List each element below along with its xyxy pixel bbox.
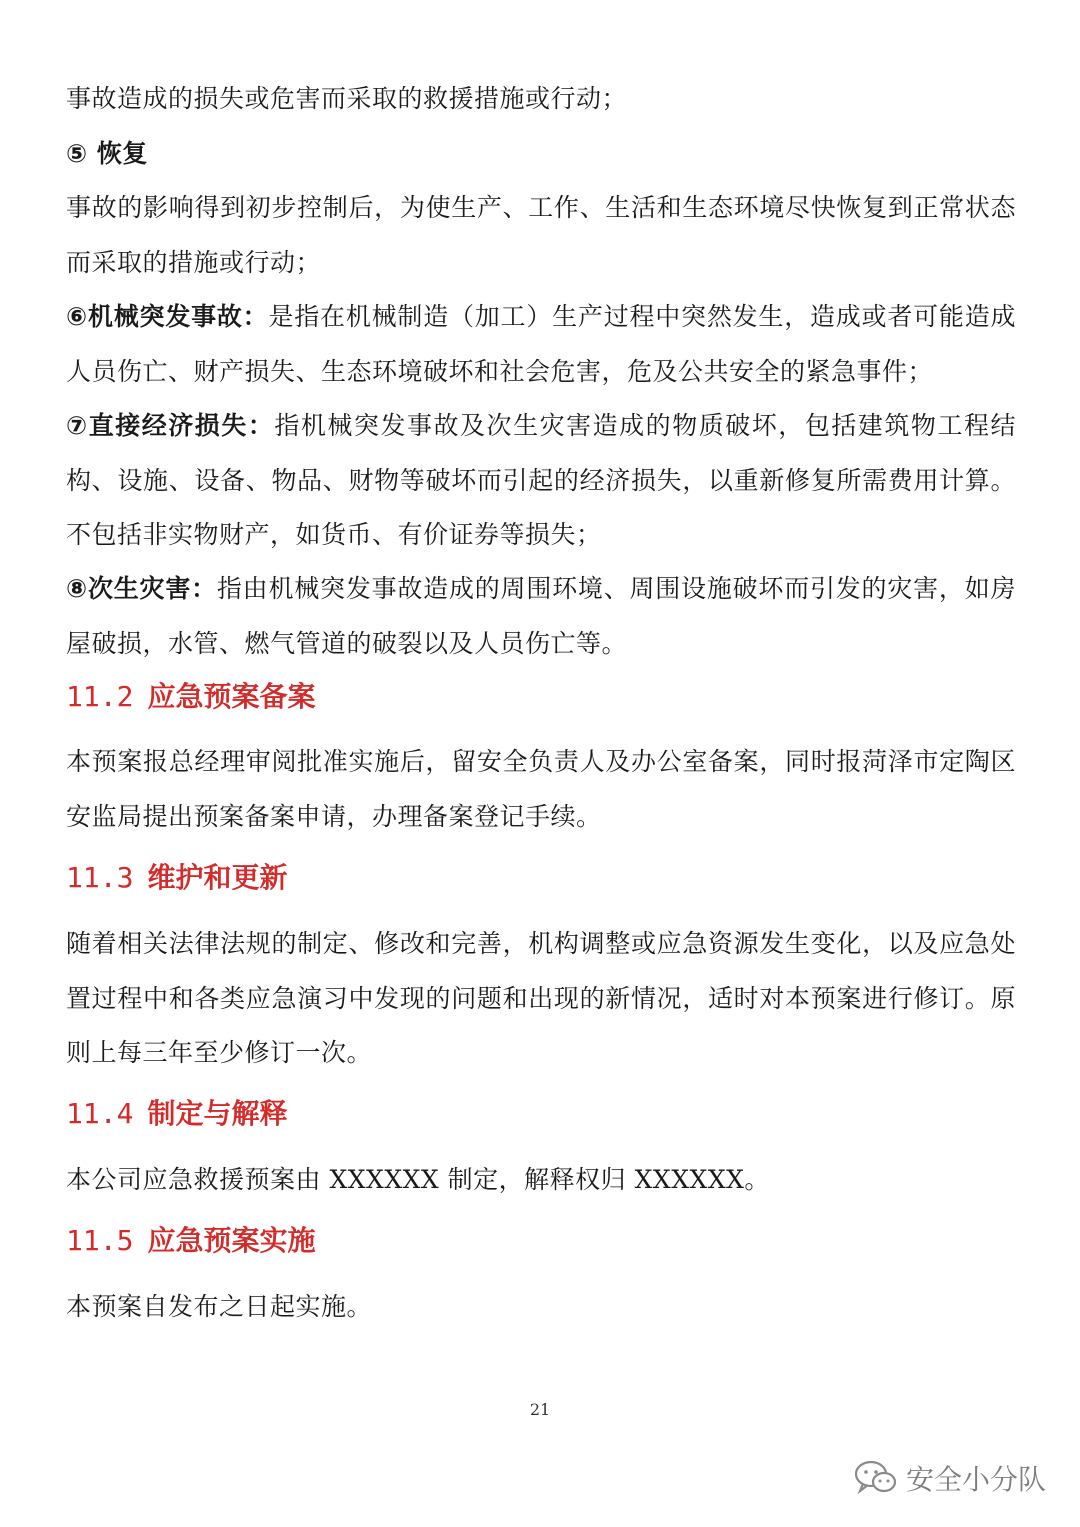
- item-recovery-label: ⑤ 恢复: [66, 139, 148, 168]
- section-heading: [66, 1223, 315, 1259]
- section-title: 应急预案实施: [147, 1224, 316, 1257]
- definition-term: ⑥机械突发事故：: [66, 302, 269, 331]
- body-line: 不包括非实物财产，如货币、有价证券等损失；: [66, 520, 602, 549]
- section-number: 11.3: [66, 861, 134, 894]
- definition-line: [66, 409, 1016, 443]
- watermark-text: 安全小分队: [905, 1463, 1046, 1496]
- definition-term: ⑦直接经济损失：: [66, 411, 275, 440]
- definition-text: 指由机械突发事故造成的周围环境、周围设施破坏而引发的灾害，如房: [216, 574, 1016, 603]
- section-title: 维护和更新: [147, 861, 288, 894]
- section-title: 应急预案备案: [147, 680, 316, 713]
- body-line: 事故造成的损失或危害而采取的救援措施或行动；: [66, 84, 628, 113]
- body-line: 本预案自发布之日起实施。: [66, 1292, 373, 1321]
- watermark: [854, 1458, 1046, 1498]
- body-line: 置过程中和各类应急演习中发现的问题和出现的新情况，适时对本预案进行修订。原: [66, 984, 1016, 1013]
- section-number: 11.4: [66, 1097, 134, 1130]
- page-number: 21: [529, 1400, 551, 1419]
- body-line: 而采取的措施或行动；: [66, 248, 322, 277]
- definition-line: [66, 300, 1016, 334]
- section-heading: [66, 679, 315, 715]
- definition-term: ⑧次生灾害：: [66, 574, 217, 603]
- definition-text: 指机械突发事故及次生灾害造成的物质破坏，包括建筑物工程结: [274, 411, 1016, 440]
- body-line: 构、设施、设备、物品、财物等破坏而引起的经济损失，以重新修复所需费用计算。: [66, 466, 1016, 495]
- definition-line: [66, 572, 1016, 606]
- definition-text: 是指在机械制造（加工）生产过程中突然发生，造成或者可能造成: [268, 302, 1016, 331]
- section-number: 11.5: [66, 1224, 134, 1257]
- section-number: 11.2: [66, 680, 134, 713]
- body-line: 事故的影响得到初步控制后，为使生产、工作、生活和生态环境尽快恢复到正常状态: [66, 193, 1016, 222]
- body-line: 屋破损，水管、燃气管道的破裂以及人员伤亡等。: [66, 629, 628, 658]
- body-line: 随着相关法律法规的制定、修改和完善，机构调整或应急资源发生变化，以及应急处: [66, 929, 1016, 958]
- wechat-icon: [854, 1460, 898, 1496]
- body-line: 则上每三年至少修订一次。: [66, 1038, 373, 1067]
- body-line: 安监局提出预案备案申请，办理备案登记手续。: [66, 802, 602, 831]
- body-line: 本预案报总经理审阅批准实施后，留安全负责人及办公室备案，同时报菏泽市定陶区: [66, 747, 1016, 776]
- section-heading: [66, 860, 287, 896]
- section-heading: [66, 1096, 287, 1132]
- body-line: 人员伤亡、财产损失、生态环境破坏和社会危害，危及公共安全的紧急事件；: [66, 357, 934, 386]
- section-title: 制定与解释: [147, 1097, 288, 1130]
- body-line: 本公司应急救援预案由 XXXXXX 制定，解释权归 XXXXXX。: [66, 1165, 770, 1194]
